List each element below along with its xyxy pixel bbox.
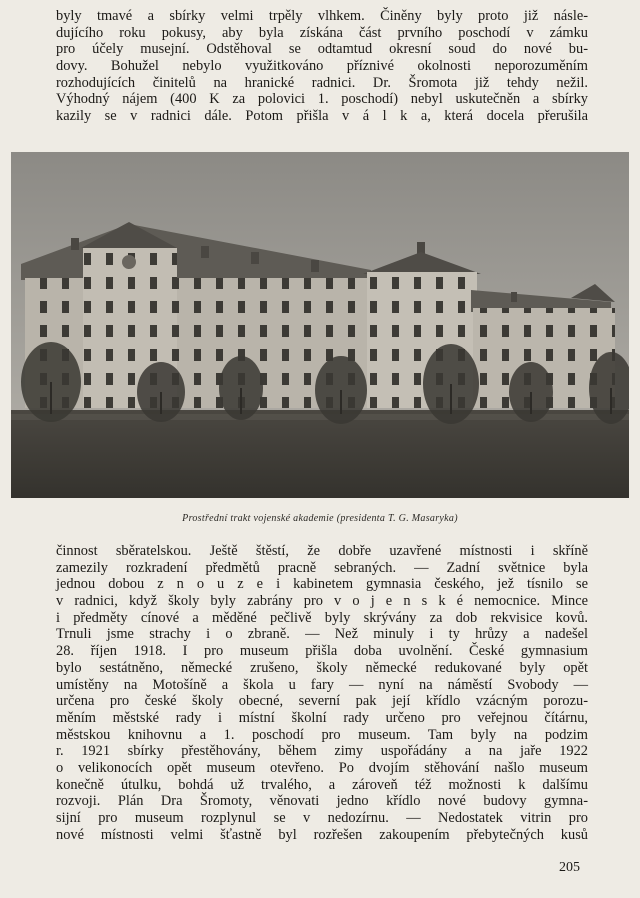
text-line: rozvoji. Plán Dra Šromoty, věnovati jedno křídlo nové budovy gymna- (56, 793, 588, 810)
text-line: o velikonocích opět museum otevřeno. Po dvojím stěhování našlo museum (56, 759, 588, 776)
text-line: pro účely musejní. Odstěhoval se odtamtud okresní soud do nové bu- (56, 41, 588, 58)
academy-building-photo (11, 152, 629, 498)
text-line: Trnuli jsme strachy i o zbraně. — Než minuly i ty hrůzy a nadešel (56, 626, 588, 643)
text-line: dujícího roku pokusy, aby byla získána část prvního poschodí v zámku (56, 24, 588, 41)
text-line: 28. říjen 1918. I pro museum přišla doba uvolnění. České gymnasium (56, 643, 588, 660)
text-line: Výhodný nájem (400 K za polovici 1. poschodí) nebyl uskutečněn a sbírky (56, 91, 588, 108)
text-line: městskou knihovnu a 1. poschodí pro museum. Tam byly na podzim (56, 726, 588, 743)
text-line: konečně útulku, bohdá už trvalého, a zároveň též možnosti k dalšímu (56, 776, 588, 793)
text-line: rozhodujících činitelů na hranické radnici. Dr. Šromota již tehdy nežil. (56, 74, 588, 91)
text-line: i předměty cínové a měděné pečlivě byly skrývány za dob rekvisice kovů. (56, 609, 588, 626)
text-line: nové místnosti velmi šťastně byl rozřešen zakoupením přebytečných kusů (56, 826, 588, 843)
text-line: r. 1921 sbírky přestěhovány, během zimy uspořádány a na jaře 1922 (56, 743, 588, 760)
text-line: byly tmavé a sbírky velmi trpěly vlhkem. Činěny byly proto již násle- (56, 8, 588, 24)
text-line: sijní pro museum rozplynul se v nedozírnu. — Nedostatek vitrin pro (56, 810, 588, 826)
text-line: jednou dobou z n o u z e i kabinetem gymnasia českého, jež tísnilo se (56, 576, 588, 593)
text-line: zamezily rozkradení předmětů pracně sebraných. — Zadní světnice byla (56, 559, 588, 576)
text-line: měním městské rady i místní školní rady určeno pro veřejnou čítárnu, (56, 709, 588, 726)
text-line: činnost sběratelskou. Ještě štěstí, že dobře uzavřené místnosti i skříně (56, 543, 588, 559)
text-line: v radnici, když školy byly zabrány pro v o j e n s k é nemocnice. Mince (56, 593, 588, 610)
text-line: určena pro české školy obecné, severní pak její křídlo vzácným porozu- (56, 693, 588, 710)
text-line: kazily se v radnici dále. Potom přišla v á l k a, která docela přerušila (56, 108, 588, 125)
top-paragraph (56, 8, 588, 125)
bottom-paragraph (56, 543, 588, 843)
text-line: dovy. Bohužel nebylo využitkováno příznivé okolnosti neporozuměním (56, 58, 588, 75)
text-line: bylo sestátněno, německé zrušeno, školy německé redukované byly opět (56, 659, 588, 676)
text-line: umístěny na Motošíně a škola u fary — nyní na náměstí Svobody — (56, 676, 588, 693)
page-number: 205 (559, 860, 580, 875)
figure-caption: Prostřední trakt vojenské akademie (presidenta T. G. Masaryka) (182, 513, 458, 524)
